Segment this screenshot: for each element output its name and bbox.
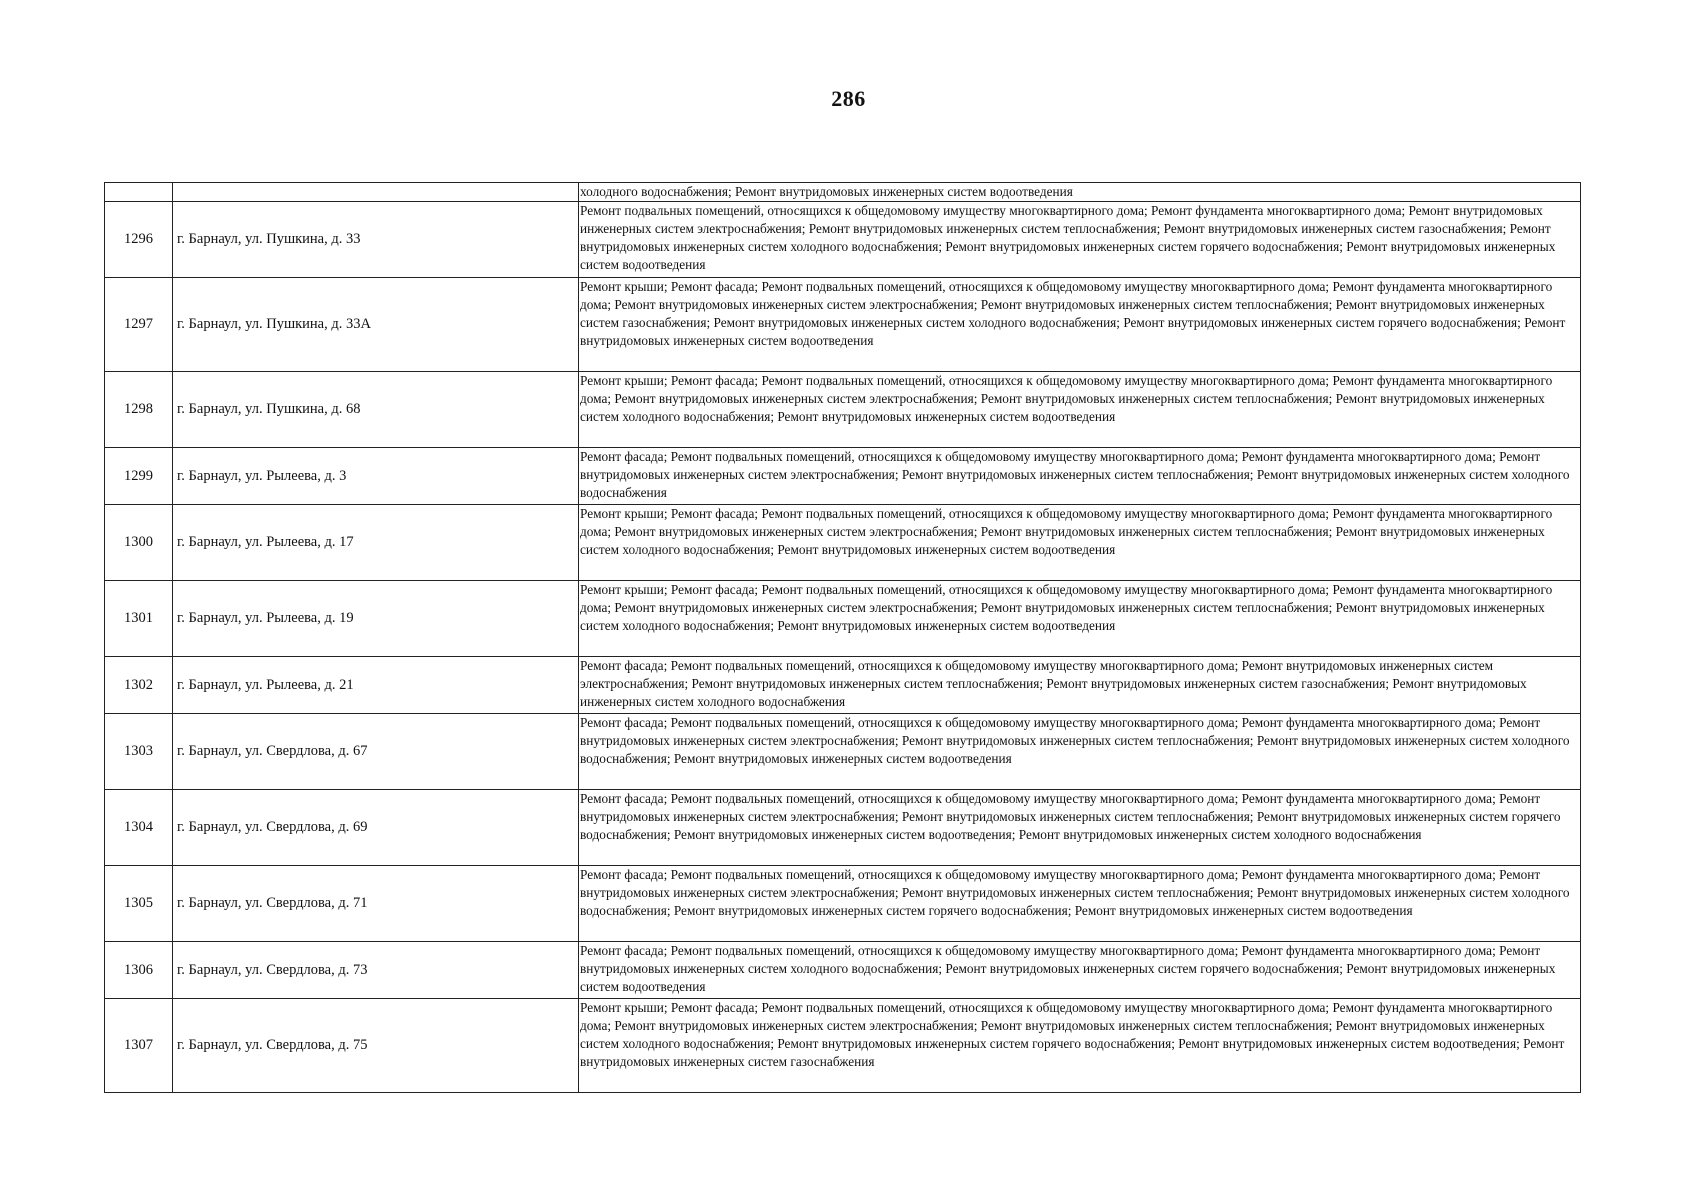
address-cell: г. Барнаул, ул. Рылеева, д. 17 [173, 505, 579, 581]
address-cell: г. Барнаул, ул. Свердлова, д. 73 [173, 942, 579, 999]
row-number-cell [105, 183, 173, 202]
works-cell: Ремонт подвальных помещений, относящихся к общедомовому имуществу многоквартирного дома; Ремонт фундамента многоквартирного дома; Ремонт внутридомовых инженерных систем электроснабжения; Ремонт внутридомовых инженерных систем теплоснабжения; Ремонт внутридомовых инженерных систем газоснабжения; Ремонт внутридомовых инженерных систем холодного водоснабжения; Ремонт внутридомовых инженерных систем горячего водоснабжения; Ремонт внутридомовых инженерных систем водоотведения [579, 202, 1581, 278]
row-number-cell: 1298 [105, 372, 173, 448]
address-cell: г. Барнаул, ул. Рылеева, д. 19 [173, 581, 579, 657]
address-cell: г. Барнаул, ул. Свердлова, д. 69 [173, 790, 579, 866]
works-cell: Ремонт крыши; Ремонт фасада; Ремонт подвальных помещений, относящихся к общедомовому имуществу многоквартирного дома; Ремонт фундамента многоквартирного дома; Ремонт внутридомовых инженерных систем электроснабжения; Ремонт внутридомовых инженерных систем теплоснабжения; Ремонт внутридомовых инженерных систем холодного водоснабжения; Ремонт внутридомовых инженерных систем горячего водоснабжения; Ремонт внутридомовых инженерных систем водоотведения; Ремонт внутридомовых инженерных систем газоснабжения [579, 999, 1581, 1093]
works-cell: Ремонт крыши; Ремонт фасада; Ремонт подвальных помещений, относящихся к общедомовому имуществу многоквартирного дома; Ремонт фундамента многоквартирного дома; Ремонт внутридомовых инженерных систем электроснабжения; Ремонт внутридомовых инженерных систем теплоснабжения; Ремонт внутридомовых инженерных систем холодного водоснабжения; Ремонт внутридомовых инженерных систем водоотведения [579, 581, 1581, 657]
works-cell: Ремонт фасада; Ремонт подвальных помещений, относящихся к общедомовому имуществу многоквартирного дома; Ремонт фундамента многоквартирного дома; Ремонт внутридомовых инженерных систем электроснабжения; Ремонт внутридомовых инженерных систем теплоснабжения; Ремонт внутридомовых инженерных систем холодного водоснабжения; Ремонт внутридомовых инженерных систем водоотведения [579, 714, 1581, 790]
row-number-cell: 1303 [105, 714, 173, 790]
row-number-cell: 1297 [105, 278, 173, 372]
address-cell: г. Барнаул, ул. Свердлова, д. 71 [173, 866, 579, 942]
repair-register-table [104, 182, 1581, 1093]
address-cell: г. Барнаул, ул. Пушкина, д. 68 [173, 372, 579, 448]
continuation-row [105, 183, 1581, 202]
table-row [105, 278, 1581, 372]
table-row [105, 657, 1581, 714]
table-row [105, 790, 1581, 866]
table-row [105, 866, 1581, 942]
row-number-cell: 1301 [105, 581, 173, 657]
works-cell: Ремонт фасада; Ремонт подвальных помещений, относящихся к общедомовому имуществу многоквартирного дома; Ремонт фундамента многоквартирного дома; Ремонт внутридомовых инженерных систем электроснабжения; Ремонт внутридомовых инженерных систем теплоснабжения; Ремонт внутридомовых инженерных систем холодного водоснабжения [579, 448, 1581, 505]
works-cell: холодного водоснабжения; Ремонт внутридомовых инженерных систем водоотведения [579, 183, 1581, 202]
row-number-cell: 1296 [105, 202, 173, 278]
works-cell: Ремонт фасада; Ремонт подвальных помещений, относящихся к общедомовому имуществу многоквартирного дома; Ремонт фундамента многоквартирного дома; Ремонт внутридомовых инженерных систем холодного водоснабжения; Ремонт внутридомовых инженерных систем горячего водоснабжения; Ремонт внутридомовых инженерных систем водоотведения [579, 942, 1581, 999]
works-cell: Ремонт фасада; Ремонт подвальных помещений, относящихся к общедомовому имуществу многоквартирного дома; Ремонт фундамента многоквартирного дома; Ремонт внутридомовых инженерных систем электроснабжения; Ремонт внутридомовых инженерных систем теплоснабжения; Ремонт внутридомовых инженерных систем холодного водоснабжения; Ремонт внутридомовых инженерных систем горячего водоснабжения; Ремонт внутридомовых инженерных систем водоотведения [579, 866, 1581, 942]
table-row [105, 505, 1581, 581]
table-row [105, 202, 1581, 278]
works-cell: Ремонт фасада; Ремонт подвальных помещений, относящихся к общедомовому имуществу многоквартирного дома; Ремонт внутридомовых инженерных систем электроснабжения; Ремонт внутридомовых инженерных систем теплоснабжения; Ремонт внутридомовых инженерных систем газоснабжения; Ремонт внутридомовых инженерных систем холодного водоснабжения [579, 657, 1581, 714]
table-row [105, 999, 1581, 1093]
table-row [105, 448, 1581, 505]
table-row [105, 372, 1581, 448]
address-cell: г. Барнаул, ул. Рылеева, д. 3 [173, 448, 579, 505]
row-number-cell: 1299 [105, 448, 173, 505]
address-cell [173, 183, 579, 202]
row-number-cell: 1307 [105, 999, 173, 1093]
address-cell: г. Барнаул, ул. Свердлова, д. 67 [173, 714, 579, 790]
row-number-cell: 1305 [105, 866, 173, 942]
page-number: 286 [831, 86, 866, 111]
row-number-cell: 1300 [105, 505, 173, 581]
works-cell: Ремонт крыши; Ремонт фасада; Ремонт подвальных помещений, относящихся к общедомовому имуществу многоквартирного дома; Ремонт фундамента многоквартирного дома; Ремонт внутридомовых инженерных систем электроснабжения; Ремонт внутридомовых инженерных систем теплоснабжения; Ремонт внутридомовых инженерных систем холодного водоснабжения; Ремонт внутридомовых инженерных систем водоотведения [579, 505, 1581, 581]
row-number-cell: 1304 [105, 790, 173, 866]
address-cell: г. Барнаул, ул. Свердлова, д. 75 [173, 999, 579, 1093]
table-row [105, 581, 1581, 657]
table-row [105, 714, 1581, 790]
row-number-cell: 1306 [105, 942, 173, 999]
works-cell: Ремонт крыши; Ремонт фасада; Ремонт подвальных помещений, относящихся к общедомовому имуществу многоквартирного дома; Ремонт фундамента многоквартирного дома; Ремонт внутридомовых инженерных систем электроснабжения; Ремонт внутридомовых инженерных систем теплоснабжения; Ремонт внутридомовых инженерных систем газоснабжения; Ремонт внутридомовых инженерных систем холодного водоснабжения; Ремонт внутридомовых инженерных систем горячего водоснабжения; Ремонт внутридомовых инженерных систем водоотведения [579, 278, 1581, 372]
works-cell: Ремонт крыши; Ремонт фасада; Ремонт подвальных помещений, относящихся к общедомовому имуществу многоквартирного дома; Ремонт фундамента многоквартирного дома; Ремонт внутридомовых инженерных систем электроснабжения; Ремонт внутридомовых инженерных систем теплоснабжения; Ремонт внутридомовых инженерных систем холодного водоснабжения; Ремонт внутридомовых инженерных систем водоотведения [579, 372, 1581, 448]
row-number-cell: 1302 [105, 657, 173, 714]
address-cell: г. Барнаул, ул. Пушкина, д. 33А [173, 278, 579, 372]
address-cell: г. Барнаул, ул. Рылеева, д. 21 [173, 657, 579, 714]
works-cell: Ремонт фасада; Ремонт подвальных помещений, относящихся к общедомовому имуществу многоквартирного дома; Ремонт фундамента многоквартирного дома; Ремонт внутридомовых инженерных систем электроснабжения; Ремонт внутридомовых инженерных систем теплоснабжения; Ремонт внутридомовых инженерных систем горячего водоснабжения; Ремонт внутридомовых инженерных систем водоотведения; Ремонт внутридомовых инженерных систем холодного водоснабжения [579, 790, 1581, 866]
address-cell: г. Барнаул, ул. Пушкина, д. 33 [173, 202, 579, 278]
table-row [105, 942, 1581, 999]
